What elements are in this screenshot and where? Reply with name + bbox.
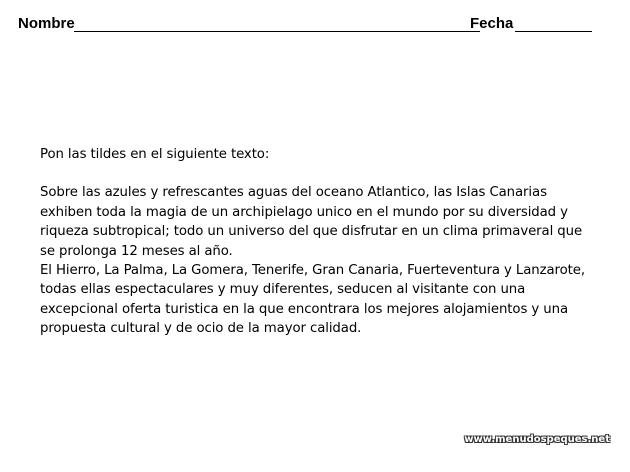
date-blank-line[interactable] — [515, 31, 592, 32]
exercise-paragraph-2: El Hierro, La Palma, La Gomera, Tenerife, Gran Canaria, Fuerteventura y Lanzarote, todas ellas espectaculares y muy diferentes, seducen al visitante con una excepcional oferta turistica en la que encontrara los mejores alojamientos y una propuesta cultural y de ocio de la mayor calidad. — [40, 263, 585, 337]
exercise-text — [40, 183, 592, 338]
worksheet-body — [40, 145, 592, 339]
name-blank-line[interactable] — [74, 31, 480, 32]
exercise-paragraph-1: Sobre las azules y refrescantes aguas del oceano Atlantico, las Islas Canarias exhiben toda la magia de un archipielago unico en el mundo por su diversidad y riqueza subtropical; todo un universo del que disfrutar en un clima primaveral que se prolonga 12 meses al año. — [40, 185, 583, 259]
worksheet-header — [18, 14, 608, 34]
date-label: Fecha — [470, 15, 514, 32]
instruction-text: Pon las tildes en el siguiente texto: — [40, 147, 270, 162]
site-watermark: www.menudospeques.net — [464, 434, 610, 445]
name-label: Nombre — [18, 15, 75, 32]
